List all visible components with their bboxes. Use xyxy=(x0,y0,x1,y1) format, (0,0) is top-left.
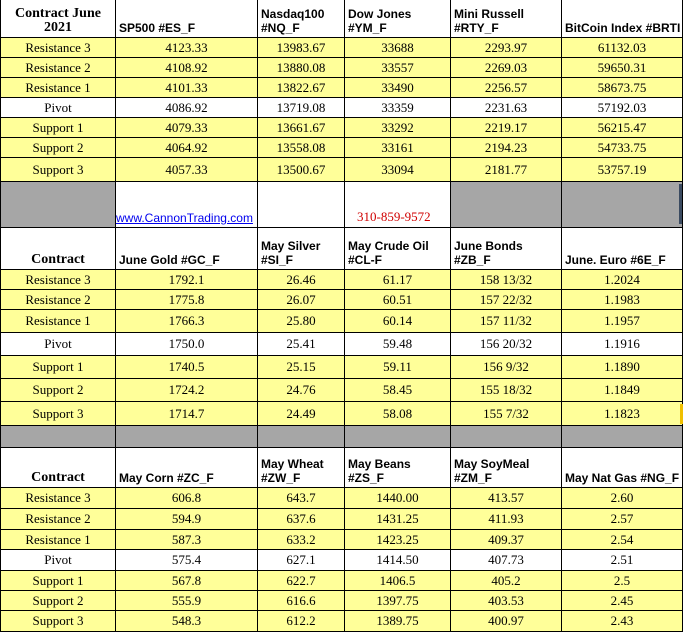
level-value: 2.60 xyxy=(562,488,683,509)
header-label: Contract xyxy=(31,470,85,485)
level-value: 156 20/32 xyxy=(451,333,562,356)
table-row xyxy=(0,310,683,333)
separator-cell xyxy=(345,426,451,448)
contract-header xyxy=(0,0,116,38)
instrument-header xyxy=(451,0,562,38)
level-value: 1431.25 xyxy=(345,509,451,530)
level-value: 1440.00 xyxy=(345,488,451,509)
level-value: 59.48 xyxy=(345,333,451,356)
level-value: 157 22/32 xyxy=(451,290,562,310)
level-value: 2231.63 xyxy=(451,98,562,118)
level-value: 1414.50 xyxy=(345,550,451,571)
level-label: Resistance 3 xyxy=(0,488,116,509)
level-value: 13822.67 xyxy=(258,78,345,98)
level-value: 4064.92 xyxy=(116,138,258,158)
level-value: 400.97 xyxy=(451,611,562,632)
table-row xyxy=(0,571,683,591)
level-value: 1389.75 xyxy=(345,611,451,632)
level-value: 555.9 xyxy=(116,591,258,611)
level-value: 1.1957 xyxy=(562,310,683,333)
level-value: 155 7/32 xyxy=(451,402,562,426)
level-value: 409.37 xyxy=(451,530,562,550)
table-row xyxy=(0,356,683,379)
level-value: 2181.77 xyxy=(451,158,562,182)
table-row xyxy=(0,98,683,118)
instrument-header xyxy=(451,448,562,488)
level-value: 2.5 xyxy=(562,571,683,591)
level-value: 413.57 xyxy=(451,488,562,509)
level-label: Resistance 2 xyxy=(0,290,116,310)
level-label: Support 3 xyxy=(0,402,116,426)
level-value: 4086.92 xyxy=(116,98,258,118)
level-label: Pivot xyxy=(0,333,116,356)
level-value: 1406.5 xyxy=(345,571,451,591)
separator-cell xyxy=(258,426,345,448)
level-value: 606.8 xyxy=(116,488,258,509)
instrument-header xyxy=(116,448,258,488)
level-value: 1423.25 xyxy=(345,530,451,550)
level-value: 1740.5 xyxy=(116,356,258,379)
level-value: 61132.03 xyxy=(562,38,683,58)
table-row xyxy=(0,138,683,158)
level-value: 2293.97 xyxy=(451,38,562,58)
header-label: May Beans #ZS_F xyxy=(348,457,411,485)
header-label: Contract xyxy=(31,252,85,267)
phone-number: 310-859-9572 xyxy=(357,209,431,224)
level-value: 56215.47 xyxy=(562,118,683,138)
level-value: 25.41 xyxy=(258,333,345,356)
level-value: 2219.17 xyxy=(451,118,562,138)
level-value: 587.3 xyxy=(116,530,258,550)
separator-cell xyxy=(451,182,562,228)
separator-cell xyxy=(451,426,562,448)
header-label: BitCoin Index #BRTI xyxy=(565,21,681,35)
instrument-header xyxy=(345,228,451,270)
separator-cell xyxy=(116,182,258,228)
level-value: 405.2 xyxy=(451,571,562,591)
separator-row xyxy=(0,426,683,448)
table-row xyxy=(0,488,683,509)
table-header-row xyxy=(0,228,683,270)
separator-cell xyxy=(562,182,683,228)
header-label: Dow Jones #YM_F xyxy=(348,7,412,35)
table-row xyxy=(0,611,683,632)
header-label: May Wheat #ZW_F xyxy=(261,457,324,485)
level-value: 403.53 xyxy=(451,591,562,611)
table-row xyxy=(0,402,683,426)
level-value: 1775.8 xyxy=(116,290,258,310)
header-label: May Corn #ZC_F xyxy=(119,471,214,485)
level-value: 4079.33 xyxy=(116,118,258,138)
table-row xyxy=(0,333,683,356)
level-value: 33094 xyxy=(345,158,451,182)
level-value: 13500.67 xyxy=(258,158,345,182)
level-value: 53757.19 xyxy=(562,158,683,182)
level-value: 548.3 xyxy=(116,611,258,632)
level-value: 33490 xyxy=(345,78,451,98)
level-value: 612.2 xyxy=(258,611,345,632)
level-value: 2.43 xyxy=(562,611,683,632)
instrument-header xyxy=(562,448,683,488)
header-label: Contract June 2021 xyxy=(15,6,101,35)
instrument-header xyxy=(345,0,451,38)
level-label: Support 3 xyxy=(0,611,116,632)
level-label: Resistance 1 xyxy=(0,530,116,550)
contract-header xyxy=(0,228,116,270)
level-value: 616.6 xyxy=(258,591,345,611)
level-value: 155 18/32 xyxy=(451,379,562,402)
header-label: May Crude Oil #CL-F xyxy=(348,239,429,267)
level-value: 1724.2 xyxy=(116,379,258,402)
level-value: 622.7 xyxy=(258,571,345,591)
table-row xyxy=(0,591,683,611)
instrument-header xyxy=(258,0,345,38)
level-label: Resistance 1 xyxy=(0,310,116,333)
header-label: May Nat Gas #NG_F xyxy=(565,471,680,485)
instrument-header xyxy=(258,448,345,488)
level-value: 13880.08 xyxy=(258,58,345,78)
level-value: 26.07 xyxy=(258,290,345,310)
level-value: 13719.08 xyxy=(258,98,345,118)
table-row xyxy=(0,379,683,402)
table-row xyxy=(0,38,683,58)
level-value: 1766.3 xyxy=(116,310,258,333)
table-row xyxy=(0,270,683,290)
level-label: Support 2 xyxy=(0,138,116,158)
level-label: Support 3 xyxy=(0,158,116,182)
level-value: 33161 xyxy=(345,138,451,158)
level-label: Resistance 2 xyxy=(0,509,116,530)
level-value: 58.45 xyxy=(345,379,451,402)
separator-row xyxy=(0,182,683,228)
instrument-header xyxy=(451,228,562,270)
header-label: Nasdaq100 #NQ_F xyxy=(261,7,325,35)
level-value: 4123.33 xyxy=(116,38,258,58)
level-value: 13558.08 xyxy=(258,138,345,158)
level-value: 2256.57 xyxy=(451,78,562,98)
level-label: Support 1 xyxy=(0,118,116,138)
instrument-header xyxy=(562,0,683,38)
level-value: 13661.67 xyxy=(258,118,345,138)
level-value: 2.57 xyxy=(562,509,683,530)
level-value: 158 13/32 xyxy=(451,270,562,290)
edge-marker xyxy=(679,184,682,224)
header-label: May Silver #SI_F xyxy=(261,239,321,267)
table-header-row xyxy=(0,448,683,488)
level-value: 407.73 xyxy=(451,550,562,571)
level-label: Pivot xyxy=(0,98,116,118)
level-label: Resistance 3 xyxy=(0,38,116,58)
level-value: 61.17 xyxy=(345,270,451,290)
level-value: 2.51 xyxy=(562,550,683,571)
level-value: 33688 xyxy=(345,38,451,58)
level-label: Support 1 xyxy=(0,571,116,591)
table-row xyxy=(0,118,683,138)
separator-cell xyxy=(0,426,116,448)
table-row xyxy=(0,58,683,78)
table-row xyxy=(0,550,683,571)
level-value: 1.1890 xyxy=(562,356,683,379)
level-value: 57192.03 xyxy=(562,98,683,118)
header-label: Mini Russell #RTY_F xyxy=(454,7,525,35)
header-label: June Bonds #ZB_F xyxy=(454,239,523,267)
level-value: 60.14 xyxy=(345,310,451,333)
table-row xyxy=(0,158,683,182)
level-value: 13983.67 xyxy=(258,38,345,58)
level-value: 26.46 xyxy=(258,270,345,290)
level-value: 4101.33 xyxy=(116,78,258,98)
table-row xyxy=(0,530,683,550)
table-row xyxy=(0,509,683,530)
level-value: 637.6 xyxy=(258,509,345,530)
level-value: 25.80 xyxy=(258,310,345,333)
level-value: 33557 xyxy=(345,58,451,78)
contract-header xyxy=(0,448,116,488)
level-value: 575.4 xyxy=(116,550,258,571)
level-value: 627.1 xyxy=(258,550,345,571)
level-value: 1.1849 xyxy=(562,379,683,402)
level-label: Support 2 xyxy=(0,379,116,402)
level-value: 594.9 xyxy=(116,509,258,530)
separator-cell xyxy=(562,426,683,448)
instrument-header xyxy=(258,228,345,270)
separator-cell xyxy=(116,426,258,448)
website-link[interactable]: www.CannonTrading.com xyxy=(116,211,253,225)
level-value: 2194.23 xyxy=(451,138,562,158)
level-value: 1.1983 xyxy=(562,290,683,310)
level-label: Pivot xyxy=(0,550,116,571)
level-value: 33359 xyxy=(345,98,451,118)
level-value: 33292 xyxy=(345,118,451,138)
header-label: SP500 #ES_F xyxy=(119,21,196,35)
level-value: 25.15 xyxy=(258,356,345,379)
table-row xyxy=(0,78,683,98)
separator-cell xyxy=(345,182,451,228)
level-value: 2269.03 xyxy=(451,58,562,78)
instrument-header xyxy=(562,228,683,270)
level-value: 1792.1 xyxy=(116,270,258,290)
level-value: 1.1916 xyxy=(562,333,683,356)
level-value: 58673.75 xyxy=(562,78,683,98)
level-value: 24.76 xyxy=(258,379,345,402)
level-value: 1.2024 xyxy=(562,270,683,290)
level-value: 4108.92 xyxy=(116,58,258,78)
level-label: Resistance 3 xyxy=(0,270,116,290)
instrument-header xyxy=(116,228,258,270)
level-value: 567.8 xyxy=(116,571,258,591)
header-label: June. Euro #6E_F xyxy=(565,253,666,267)
level-value: 1.1823 xyxy=(562,402,683,426)
separator-cell xyxy=(258,182,345,228)
table-row xyxy=(0,290,683,310)
instrument-header xyxy=(116,0,258,38)
level-value: 58.08 xyxy=(345,402,451,426)
table-header-row xyxy=(0,0,683,38)
level-value: 4057.33 xyxy=(116,158,258,182)
level-value: 59.11 xyxy=(345,356,451,379)
separator-cell xyxy=(0,182,116,228)
level-value: 411.93 xyxy=(451,509,562,530)
level-label: Support 2 xyxy=(0,591,116,611)
level-value: 60.51 xyxy=(345,290,451,310)
level-value: 2.45 xyxy=(562,591,683,611)
level-value: 1397.75 xyxy=(345,591,451,611)
level-value: 2.54 xyxy=(562,530,683,550)
instrument-header xyxy=(345,448,451,488)
level-value: 1714.7 xyxy=(116,402,258,426)
header-label: May SoyMeal #ZM_F xyxy=(454,457,530,485)
level-value: 1750.0 xyxy=(116,333,258,356)
level-label: Support 1 xyxy=(0,356,116,379)
level-label: Resistance 1 xyxy=(0,78,116,98)
level-value: 54733.75 xyxy=(562,138,683,158)
level-value: 643.7 xyxy=(258,488,345,509)
level-label: Resistance 2 xyxy=(0,58,116,78)
level-value: 157 11/32 xyxy=(451,310,562,333)
level-value: 59650.31 xyxy=(562,58,683,78)
level-value: 633.2 xyxy=(258,530,345,550)
header-label: June Gold #GC_F xyxy=(119,253,220,267)
level-value: 24.49 xyxy=(258,402,345,426)
level-value: 156 9/32 xyxy=(451,356,562,379)
